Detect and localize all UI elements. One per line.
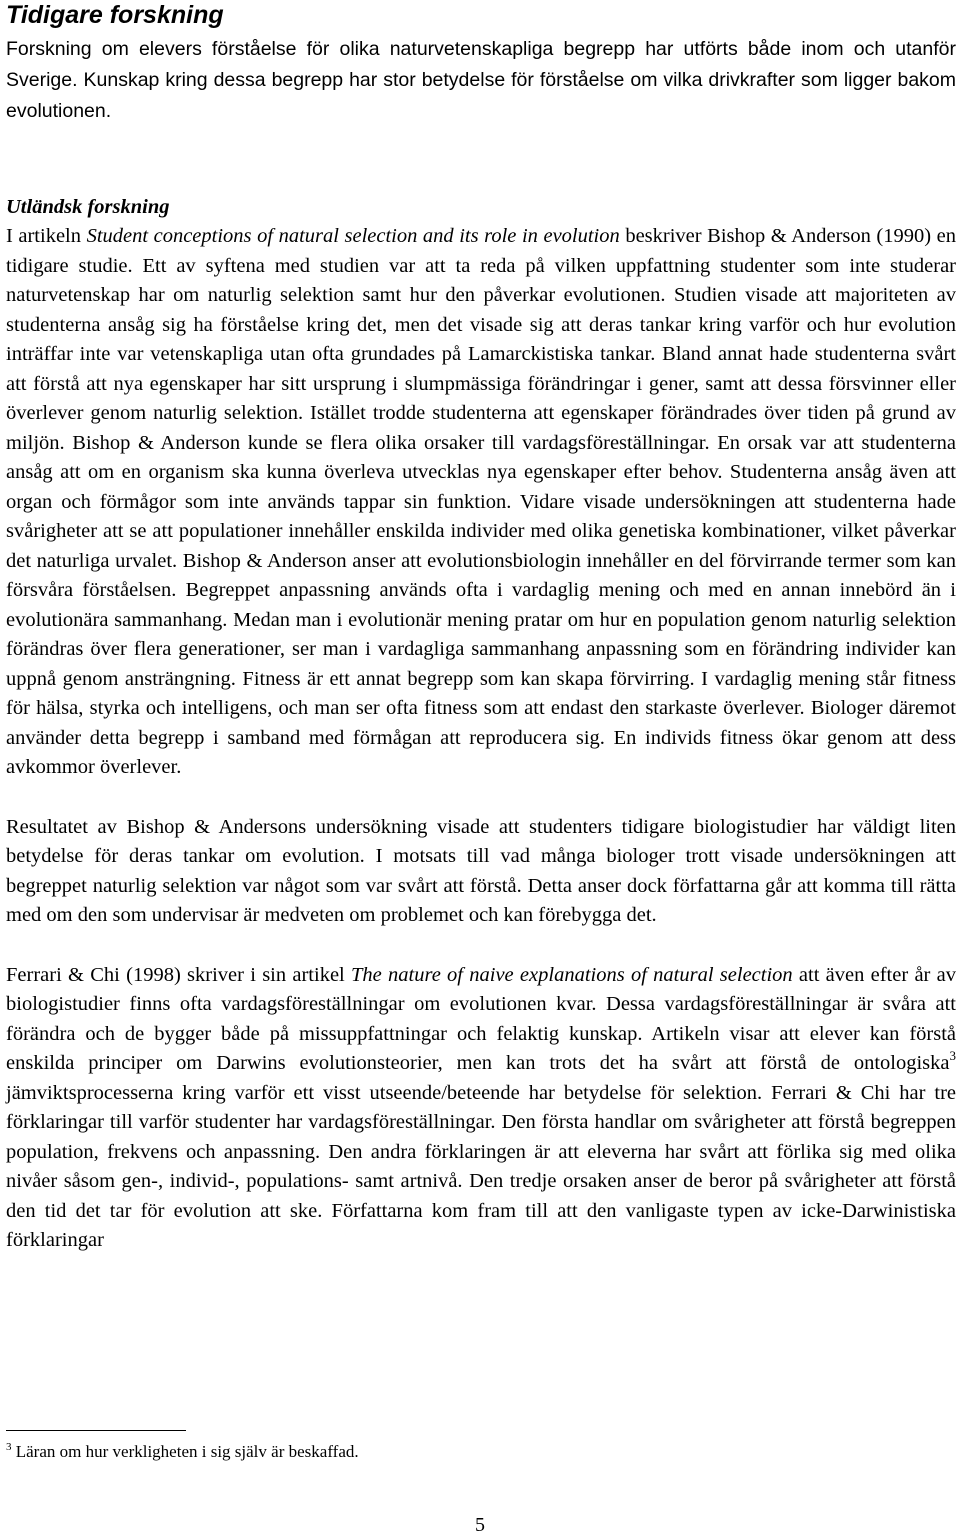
footnote-text: Läran om hur verkligheten i sig själv är beskaffad. xyxy=(11,1442,359,1461)
footnote xyxy=(6,1440,906,1464)
p1-post: beskriver Bishop & Anderson (1990) en tidigare studie. Ett av syftena med studien var att ta reda på vilken uppfattning studenter som inte studerar naturvetenskap har om naturlig selektion samt hur den påverkar evolutionen. Studien visade att majoriteten av studenterna ansåg sig ha förståelse kring det, men det visade sig att deras tankar kring varför och hur evolution inträffar inte var vetenskapliga utan ofta grundades på Lamarckistiska tankar. Bland annat hade studenterna svårt att förstå att nya egenskaper har sitt ursprung i slumpmässiga förändringar i gener, samt att dessa försvinner eller överlever genom naturlig selektion. Istället trodde studenterna att egenskaper förändrades över tiden på grund av miljön. Bishop & Anderson kunde se flera olika orsaker till vardagsföreställningar. En orsak var att studenterna ansåg att om en organism ska kunna överleva utvecklas nya egenskaper efter behov. Studenterna ansåg även att organ och förmågor som inte används tappar sin funktion. Vidare visade undersökningen att studenterna hade svårigheter att se att populationer innehåller enskilda individer med olika genetiska kombinationer, vilket påverkar det naturliga urvalet. Bishop & Anderson anser att evolutionsbiologin innehåller en del förvirrande termer som kan försvåra förståelsen. Begreppet anpassning används ofta i vardaglig mening och med en annan innebörd än i evolutionära sammanhang. Medan man i evolutionär mening pratar om hur en population genom naturlig selektion förändras över flera generationer, ser man i vardagliga sammanhang anpassning som en förändring individer kan uppnå genom ansträngning. Fitness är ett annat begrepp som kan skapa förvirring. I vardaglig mening står fitness för hälsa, styrka och intelligens, och man ser ofta fitness som att endast den starkaste överlever. Biologer däremot använder detta begrepp i samband med förmågan att reproducera sig. En individs fitness ökar genom att dess avkommor överlever. xyxy=(6,225,956,778)
footnote-reference: 3 xyxy=(949,1048,956,1063)
p1-pre: I artikeln xyxy=(6,225,87,247)
article-title-bishop: Student conceptions of natural selection and its role in evolution xyxy=(86,225,620,247)
section-title: Tidigare forskning xyxy=(6,1,224,29)
article-title-ferrari: The nature of naive explanations of natural selection xyxy=(351,963,793,986)
paragraph-results: Resultatet av Bishop & Andersons undersökning visade att studenters tidigare biologistudier har väldigt liten betydelse för deras tankar om evolution. I motsats till vad många biologer trott visade undersökningen att begreppet naturlig selektion var något som var svårt att förstå. Detta anser dock författarna går att komma till rätta med om den som undervisar är medveten om problemet och kan förebygga det. xyxy=(6,815,956,926)
footnote-number: 3 xyxy=(6,1441,12,1453)
paragraph-bishop-anderson xyxy=(6,222,956,783)
paragraph-ferrari-chi xyxy=(6,961,956,1256)
intro-paragraph: Forskning om elevers förståelse för olika naturvetenskapliga begrepp har utförts både inom och utanför Sverige. Kunskap kring dessa begrepp har stor betydelse för förståelse om vilka drivkrafter som ligger bakom evolutionen. xyxy=(6,38,956,122)
page-number: 5 xyxy=(475,1514,485,1536)
p3-pre: Ferrari & Chi (1998) skriver i sin artikel xyxy=(6,963,352,986)
subheading: Utländsk forskning xyxy=(6,196,170,218)
p3-post: jämviktsprocesserna kring varför ett visst utseende/beteende har betydelse för selektion. Ferrari & Chi har tre förklaringar till varför studenter har vardagsföreställningar. Den första handlar om svårigheter att förstå begreppen population, frekvens och anpassning. Den andra förklaringen är att eleverna har svårt att förlika sig med olika nivåer såsom gen-, individ-, populations- samt artnivå. Den tredje orsaken anser de beror på svårigheter att förstå den tid det tar för evolution att ske. Författarna kom fram till att den vanligaste typen av icke-Darwinistiska förklaringar xyxy=(6,1081,956,1251)
document-page xyxy=(6,0,956,1256)
footnote-divider xyxy=(6,1430,186,1431)
p3-mid: att även efter år av biologistudier finns ofta vardagsföreställningar om evolutionen kvar. Dessa vardagsföreställningar är svåra att förändra och de bygger både på missuppfattningar och felaktig kunskap. Artikeln visar att elever kan förstå enskilda principer om Darwins evolutionsteorier, men kan trots det ha svårt att förstå de ontologiska xyxy=(6,963,956,1074)
